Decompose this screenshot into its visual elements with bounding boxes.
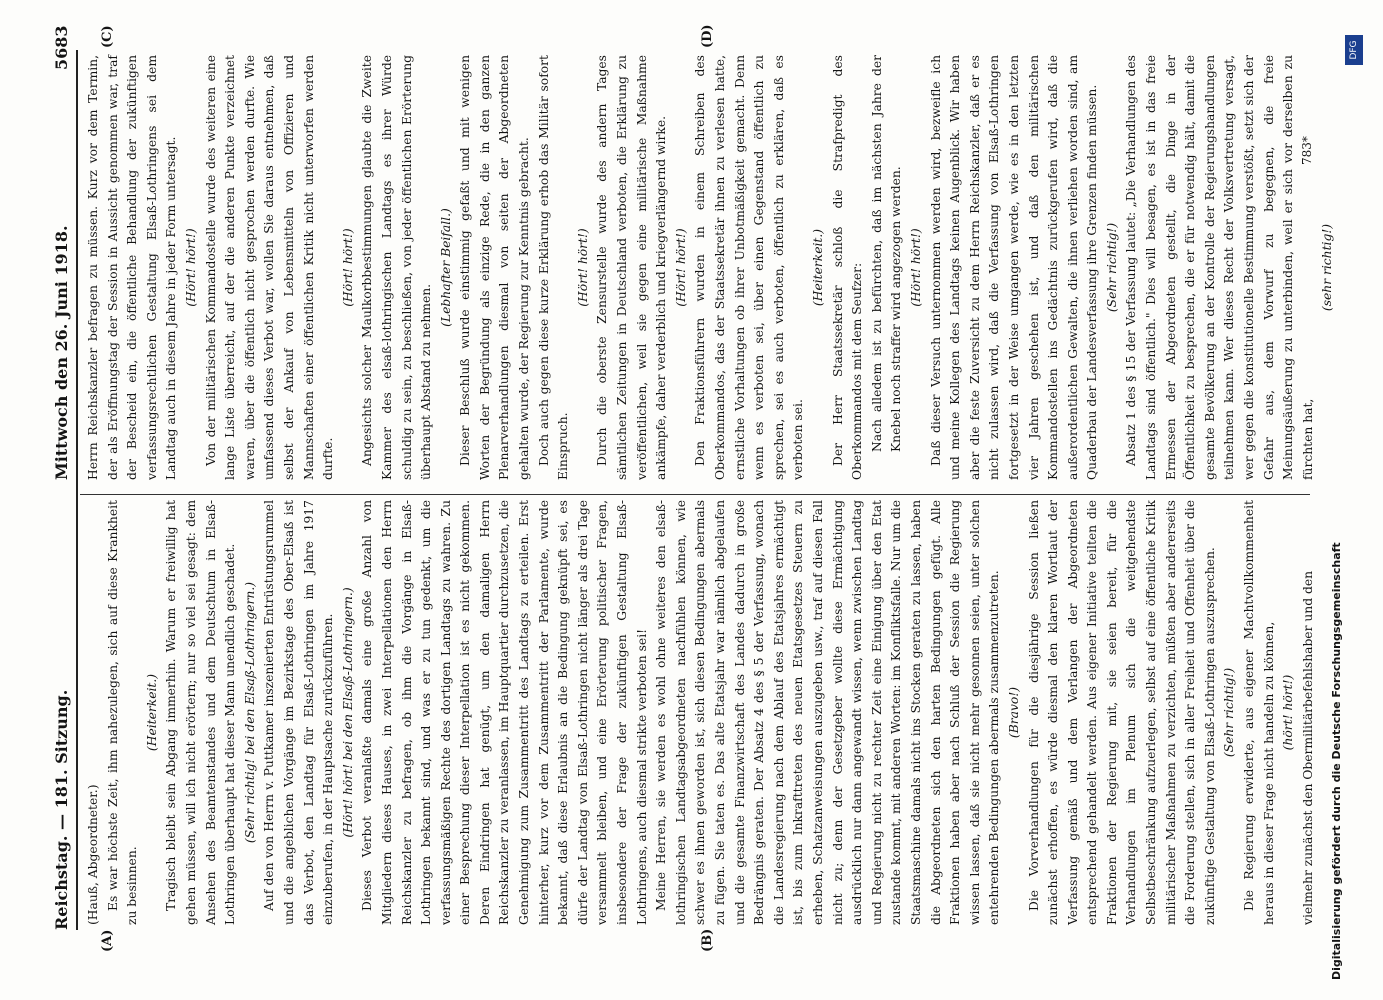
paragraph: Durch die oberste Zensurstelle wurde des andern Tages sämtlichen Zeitungen in Deutschland verboten, die Erklärung zu veröffentlichen, weil sie gegen eine militärische Maßnahme ankämpfe, daher verderblich und kriegverlängernd wirke. [595,55,669,480]
paragraph: Absatz 1 des § 15 der Verfassung lautet: „Die Verhandlungen des Landtags sind öffentlich." Dies will besagen, es ist in das freie Ermessen der Abgeordneten gestellt, die Dinge in der Öffentlichkeit zu besprechen, die er für notwendig hält, damit die gesamte Bevölkerung an der Kontrolle der Regierungshandlungen teilnehmen kann. Wer dieses Recht der Volksvertretung versagt, wer gegen die konstitutionelle Bestimmung verstößt, setzt sich der Gefahr aus, dem Vorwurf zu begegnen, die freie Meinungsäußerung zu unterbinden, weil er sich vor derselben zu fürchten hat, [1124,55,1315,480]
paragraph: Der Herr Staatssekretär schloß die Strafpredigt des Oberkommandos mit dem Seufzer: [830,55,865,480]
interjection: (Hört! hört!) [575,228,590,307]
paragraph: Daß dieser Versuch unternommen werden wird, bezweifle ich und meine Kollegen des Landtags keinen Augenblick. Wir haben aber die feste Zuversicht zu dem Herrn Reichskanzler, daß er es nicht zulassen wird, daß die Verfassung von Elsaß-Lothringen fortgesetzt in der Weise umgangen werde, wie es in den letzten vier Jahren geschehen ist, und daß den militärischen Kommandostellen ins Gedächtnis zurückgerufen wird, daß die außerordentlichen Gewalten, die ihnen verliehen worden sind, am Quaderbau der Landesverfassung ihre Grenzen finden müssen. [928,55,1100,480]
folio-mark: 783* [1300,136,1314,165]
dfg-logo: DFG [1345,35,1363,65]
interjection: (Heiterkeit.) [810,228,825,307]
interjection: (Bravo!) [1006,686,1021,739]
header-right: Mittwoch den 26. Juni 1918. [52,225,71,480]
quotation: Nach alledem ist zu befürchten, daß im nächsten Jahre der Knebel noch straffer wird angezogen werden. [869,55,904,452]
interjection: (Heiterkeit.) [144,673,159,752]
margin-mark-d: (D) [700,24,715,48]
left-column [84,500,1318,925]
paragraph: Die Vorverhandlungen für die diesjährige Session ließen zunächst erhoffen, es würde diesmal den klaren Wortlaut der Verfassung gemäß und dem Verlangen der Abgeordneten entsprechend gehandelt werden. Aus eigener Initiative teilten die Fraktionen der Regierung mit, sie seien bereit, für die Verhandlungen im Plenum sich die weitgehendste Selbstbeschränkung aufzuerlegen, selbst auf eine öffentliche Kritik militärischer Maßnahmen zu verzichten, müßten aber andererseits die Forderung stellen, sich in aller Freiheit und Offenheit über die zukünftige Gestaltung von Elsaß-Lothringen auszusprechen. [1026,500,1217,925]
paragraph: Die Regierung erwiderte, aus eigener Machtvollkommenheit heraus in dieser Frage nicht handeln zu können, [1242,500,1276,925]
header-rule [76,50,78,930]
paragraph: Tragisch bleibt sein Abgang immerhin. Warum er freiwillig hat gehen müssen, will ich nicht erörtern; nur so viel sei gesagt: dem Ansehen des Beamtenstandes und dem Deutschtum in Elsaß-Lothringen überhaupt hat dieser Mann unendlich geschadet. [164,500,238,925]
paragraph: Dieses Verbot veranlaßte damals eine große Anzahl von Mitgliedern dieses Hauses, in zwei Interpellationen den Herrn Reichskanzler zu befragen, ob ihm die Vorgänge in Elsaß-Lothringen bekannt sind, und was er zu tun gedenkt, um die verfassungsmäßigen Rechte des dortigen Landtags zu wahren. Zu einer Besprechung dieser Interpellation ist es nicht gekommen. Deren Eindringen hat genügt, um den damaligen Herrn Reichskanzler zu veranlassen, im Hauptquartier durchzusetzen, die Genehmigung zum Zusammentritt des Landtags zu erteilen. Erst hinterher, kurz vor dem Zusammentritt der Parlamente, wurde bekannt, daß diese Erlaubnis an die Bedingung geknüpft sei, es dürfe der Landtag von Elsaß-Lothringen nicht länger als drei Tage versammelt bleiben, und eine Erörterung politischer Fragen, insbesondere der Frage der zukünftigen Gestaltung Elsaß-Lothringens, auch diesmal strikte verboten sei! [360,500,649,925]
paragraph: Angesichts solcher Maulkorbbestimmungen glaubte die Zweite Kammer des elsaß-lothringischen Landtags es ihrer Würde schuldig zu sein, zu beschließen, von jeder öffentlichen Erörterung überhaupt Abstand zu nehmen. [360,55,434,480]
margin-mark-a: (A) [100,929,115,952]
interjection: (hört! hört!) [1281,674,1296,751]
page-number: 5683 [52,25,71,70]
paragraph: Meine Herren, sie werden es wohl ohne weiteres den elsaß-lothringischen Landtagsabgeordneten nachfühlen können, wie schwer es ihnen geworden ist, sich diesen Bedingungen abermals zu fügen. Sie taten es. Das alte Etatsjahr war nämlich abgelaufen und die gesamte Finanzwirtschaft des Landes dadurch in große Bedrängnis geraten. Der Absatz 4 des § 5 der Verfassung, wonach die Landesregierung nach dem Ablauf des Etatsjahres ermächtigt ist, bis zum Inkrafttreten des neuen Etatsgesetzes Steuern zu erheben, Schatzanweisungen auszugeben usw., traf auf diesen Fall nicht zu; denn der Gesetzgeber wollte diese Ermächtigung ausdrücklich nur dann angewandt wissen, wenn zwischen Landtag und Regierung nicht zu rechter Zeit eine Einigung über den Etat zustande kommt, mit anderen Worten: im Konfliktsfalle. Nur um die Staatsmaschine damals nicht ins Stocken geraten zu lassen, haben die Abgeordneten sich den harten Bedingungen gefügt. Alle Fraktionen haben aber nach Schluß der Session die Regierung wissen lassen, daß sie nicht mehr gesonnen seien, unter solchen entehrenden Bedingungen abermals zusammenzutreten. [654,500,1002,925]
paragraph: Auf den von Herrn v. Puttkamer inszenierten Entrüstungsrummel und die angeblichen Vorgänge im Bezirkstage des Ober-Elsaß ist das Verbot, den Landtag für Elsaß-Lothringen im Jahre 1917 einzuberufen, in der Hauptsache zurückzuführen. [262,500,336,925]
interjection: (sehr richtig!) [1320,223,1335,312]
column-divider [80,494,1310,495]
margin-mark-c: (C) [100,25,115,48]
paragraph: Den Fraktionsführern wurden in einem Schreiben des Oberkommandos, das der Staatssekretär ihnen zu verlesen hatte, ernstliche Vorhaltungen ob ihrer Unbotmäßigkeit gemacht. Denn wenn es verboten sei, über einen Gegenstand öffentlich zu sprechen, sei es auch verboten, öffentlich zu erklären, daß es verboten sei. [693,55,806,480]
interjection: (Hört! hört!) [183,228,198,307]
paragraph: Es war höchste Zeit, ihm nahezulegen, sich auf diese Krankheit zu besinnen. [105,500,140,925]
interjection: (Lebhafter Beifall.) [438,208,453,327]
interjection: (Sehr richtig! bei den Elsaß-Lothringern.) [242,581,257,844]
interjection: (Hört! hört! bei den Elsaß-Lothringern.) [340,587,355,838]
right-column [84,55,1338,480]
interjection: (Hört! hört!) [340,228,355,307]
speaker-tag: (Hauß, Abgeordneter.) [86,784,100,925]
digitization-credit: Digitalisierung gefördert durch die Deutsche Forschungsgemeinschaft [1330,542,1343,980]
paragraph: Von der militärischen Kommandostelle wurde des weiteren eine lange Liste überreicht, auf der die anderen Punkte verzeichnet waren, über die öffentlich nicht gesprochen werden durfte. Wie umfassend dieses Verbot war, wollen Sie daraus entnehmen, daß selbst der Ankauf von Lebensmitteln von Offizieren und Mannschaften einer öffentlichen Kritik nicht unterworfen werden durfte. [203,55,336,480]
interjection: (Sehr richtig!) [1222,667,1237,758]
paragraph: Doch auch gegen diese kurze Erklärung erhob das Militär sofort Einspruch. [536,55,571,480]
header-left: Reichstag. — 181. Sitzung. [52,689,71,930]
interjection: (Hört! hört!) [908,228,923,307]
paragraph: Dieser Beschluß wurde einstimmig gefaßt und mit wenigen Worten der Begründung als einzige Rede, die in den ganzen Plenarverhandlungen diesmal von seiten der Abgeordneten gehalten wurde, der Regierung zur Kenntnis gebracht. [458,55,532,480]
interjection: (Hört! hört!) [673,228,688,307]
interjection: (Sehr richtig!) [1104,222,1119,313]
paragraph: Herrn Reichskanzler befragen zu müssen. Kurz vor dem Termin, der als Eröffnungstag der Session in Aussicht genommen war, traf der Bescheid ein, die öffentliche Behandlung der zukünftigen verfassungsrechtlichen Gestaltung Elsaß-Lothringens sei dem Landtag auch in diesem Jahre in jeder Form untersagt. [86,55,179,480]
margin-mark-b: (B) [700,928,715,952]
paragraph: vielmehr zunächst den Obermilitärbefehlshaber und den [1300,570,1315,925]
running-header [52,0,74,1000]
